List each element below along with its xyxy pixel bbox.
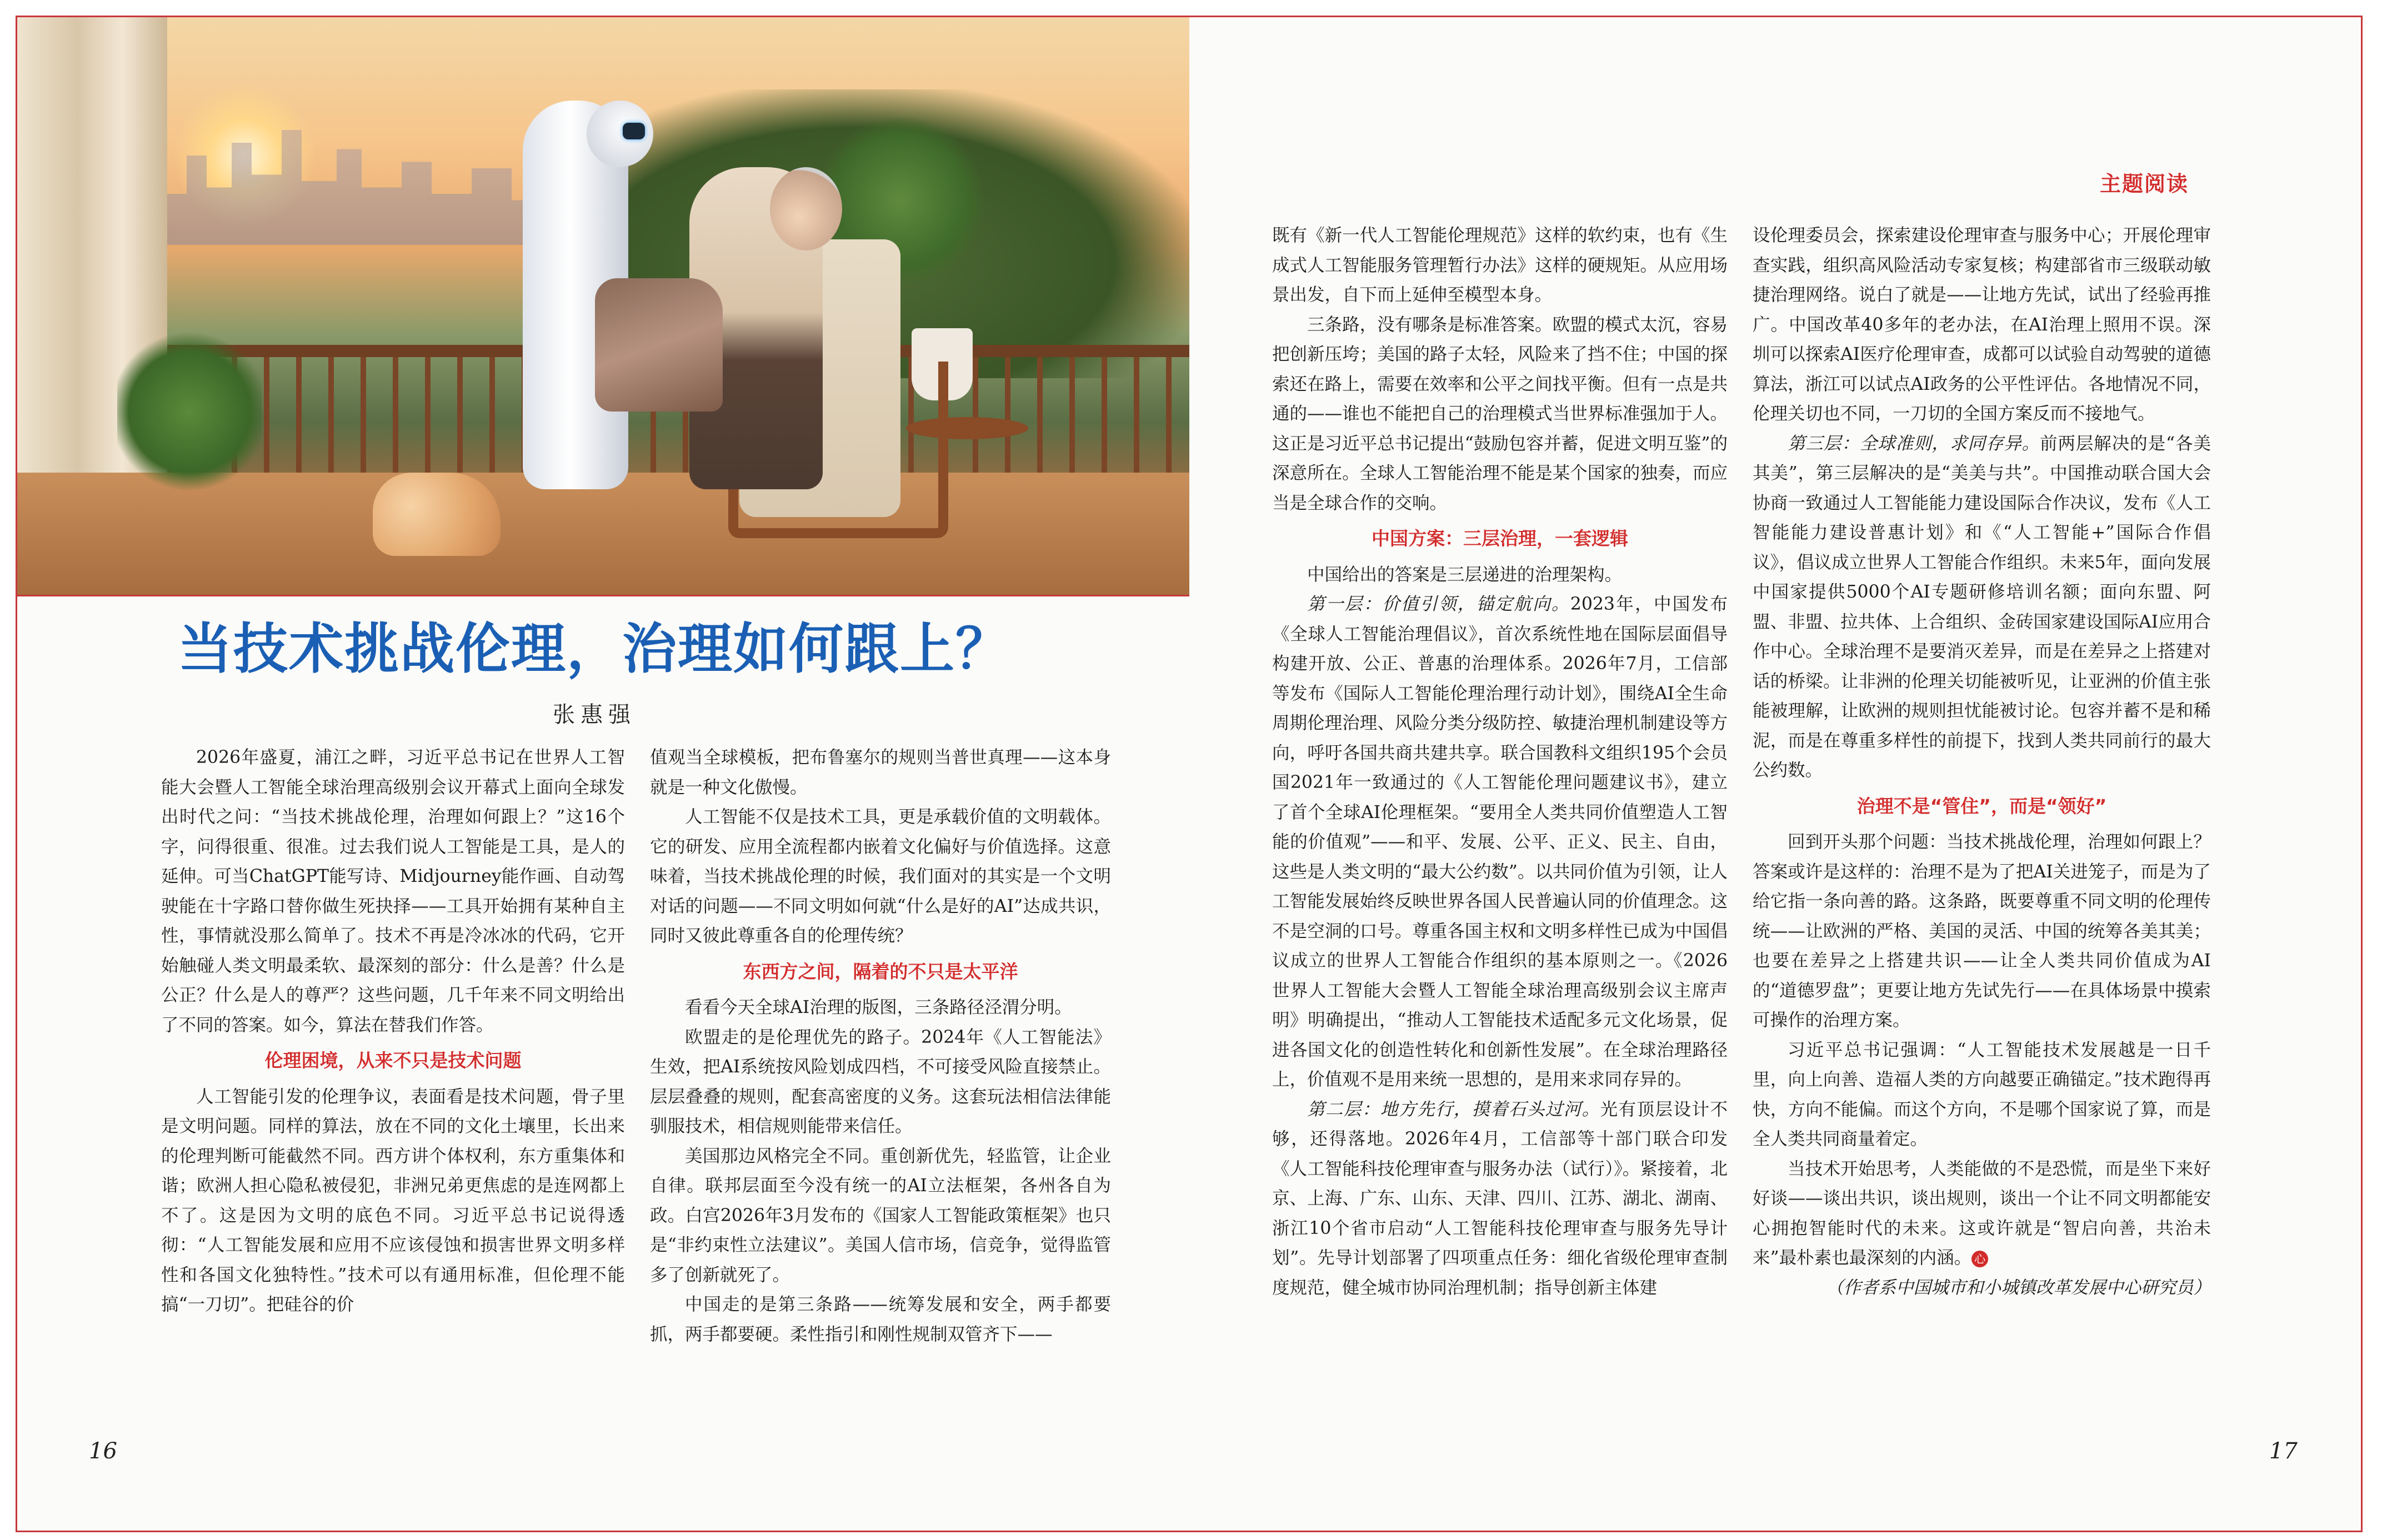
article-title: 当技术挑战伦理，治理如何跟上？ [177,618,1011,681]
blanket [595,278,723,412]
text-column-3 [1272,221,1728,1303]
section-heading: 中国方案：三层治理，一套逻辑 [1372,528,1628,549]
elderly-woman-head [770,167,842,250]
paragraph [1753,1155,2211,1273]
paragraph-lead: 第三层：全球准则，求同存异。 [1788,433,2040,454]
section-tag: 主题阅读 [2100,172,2189,196]
section-heading: 治理不是“管住”，而是“领好” [1856,795,2107,817]
paragraph: 三条路，没有哪条是标准答案。欧盟的模式太沉，容易把创新压垮；美国的路子太轻，风险来了挡不住；中国的探索还在路上，需要在效率和公平之间找平衡。但有一点是共通的——谁也不能把自己的治理模式当世界标准强加于人。这正是习近平总书记提出“鼓励包容并蓄，促进文明互鉴”的深意所在。全球人工智能治理不能是某个国家的独奏，而应当是全球合作的交响。 [1272,314,1728,513]
paragraph: 设伦理委员会，探索建设伦理审查与服务中心；开展伦理审查实践，组织高风险活动专家复核；构建部省市三级联动敏捷治理网络。说白了就是——让地方先试，试出了经验再推广。中国改革40多年的老办法，在AI治理上照用不误。深圳可以探索AI医疗伦理审查，成都可以试验自动驾驶的道德算法，浙江可以试点AI政务的公平性评估。各地情况不同，伦理关切也不同，一刀切的全国方案反而不接地气。 [1753,225,2211,424]
paragraph-body: 当技术开始思考，人类能做的不是恐慌，而是坐下来好好谈——谈出共识，谈出规则，谈出一个让不同文明都能安心拥抱智能时代的未来。这或许就是“智启向善，共治未来”最朴素也最深刻的内涵。 [1753,1158,2211,1268]
paragraph: 美国那边风格完全不同。重创新优先，轻监管，让企业自律。联邦层面至今没有统一的AI立法框架，各州各自为政。白宫2026年3月发布的《国家人工智能政策框架》也只是“非约束性立法建议”。美国人信市场，信竞争，觉得监管多了创新就死了。 [650,1146,1111,1285]
paragraph: 回到开头那个问题：当技术挑战伦理，治理如何跟上？答案或许是这样的：治理不是为了把AI关进笼子，而是为了给它指一条向善的路。这条路，既要尊重不同文明的伦理传统——让欧洲的严格、美国的灵活、中国的统筹各美其美；也要在差异之上搭建共识——让全人类共同价值成为AI的“道德罗盘”；更要让地方先试先行——在具体场景中摸索可操作的治理方案。 [1753,832,2211,1030]
paragraph-lead: 第二层：地方先行，摸着石头过河。 [1307,1099,1600,1120]
article-photo-robot-and-elderly-woman [17,17,1189,596]
paragraph-body: 光有顶层设计不够，还得落地。2026年4月，工信部等十部门联合印发《人工智能科技伦理审查与服务办法（试行）》。紧接着，北京、上海、广东、山东、天津、四川、江苏、湖北、湖南、浙江10个省市启动“人工智能科技伦理审查与服务先导计划”。先导计划部署了四项重点任务：细化省级伦理审查制度规范，健全城市协同治理机制；指导创新主体建 [1272,1099,1728,1298]
paragraph: 人工智能引发的伦理争议，表面看是技术问题，骨子里是文明问题。同样的算法，放在不同的文化土壤里，长出来的伦理判断可能截然不同。西方讲个体权利，东方重集体和谐；欧洲人担心隐私被侵犯，非洲兄弟更焦虑的是连网都上不了。这是因为文明的底色不同。习近平总书记说得透彻：“人工智能发展和应用不应该侵蚀和损害世界文明多样性和各国文化独特性。”技术可以有通用标准，但伦理不能搞“一刀切”。把硅谷的价 [161,1086,625,1315]
text-column-1 [161,743,625,1320]
paragraph: 习近平总书记强调：“人工智能技术发展越是一日千里，向上向善、造福人类的方向越要正确锚定。”技术跑得再快，方向不能偏。而这个方向，不是哪个国家说了算，而是全人类共同商量着定。 [1753,1040,2211,1149]
article-author: 张惠强 [553,702,636,728]
paragraph [1272,1095,1728,1303]
paragraph: 既有《新一代人工智能伦理规范》这样的软约束，也有《生成式人工智能服务管理暂行办法》这样的硬规矩。从应用场景出发，自下而上延伸至模型本身。 [1272,225,1728,305]
paragraph [1753,429,2211,786]
text-column-4 [1753,221,2211,1303]
section-heading: 东西方之间，隔着的不只是太平洋 [743,960,1018,982]
paragraph: 值观当全球模板，把布鲁塞尔的规则当普世真理——这本身就是一种文化傲慢。 [650,748,1111,797]
paragraph: 2026年盛夏，浦江之畔，习近平总书记在世界人工智能大会暨人工智能全球治理高级别会议开幕式上面向全球发出时代之问：“当技术挑战伦理，治理如何跟上？”这16个字，问得很重、很准。过去我们说人工智能是工具，是人的延伸。可当ChatGPT能写诗、Midjourney能作画、自动驾驶能在十字路口替你做生死抉择——工具开始拥有某种自主性，事情就没那么简单了。技术不再是冷冰冰的代码，它开始触碰人类文明最柔软、最深刻的部分：什么是善？什么是公正？什么是人的尊严？这些问题，几千年来不同文明给出了不同的答案。如今，算法在替我们作答。 [161,748,625,1035]
paragraph: 看看今天全球AI治理的版图，三条路径泾渭分明。 [685,997,1072,1017]
paragraph [1272,590,1728,1095]
paragraph: 中国走的是第三条路——统筹发展和安全，两手都要抓，两手都要硬。柔性指引和刚性规制双管齐下—— [650,1295,1111,1345]
text-column-2 [650,743,1111,1350]
paragraph-lead: 第一层：价值引领，锚定航向。 [1307,594,1570,614]
orange-cat [373,473,501,556]
potted-plant-left [117,328,262,495]
paragraph-body: 前两层解决的是“各美其美”，第三层解决的是“美美与共”。中国推动联合国大会协商一致通过人工智能能力建设国际合作决议，发布《人工智能能力建设普惠计划》和《“人工智能+”国际合作倡议》，倡议成立世界人工智能合作组织。未来5年，面向发展中国家提供5000个AI专题研修培训名额；面向东盟、阿盟、非盟、拉共体、上合组织、金砖国家建设国际AI应用合作中心。全球治理不是要消灭差异，而是在差异之上搭建对话的桥梁。让非洲的伦理关切能被听见，让亚洲的价值主张能被理解，让欧洲的规则担忧能被讨论。包容并蓄不是和稀泥，而是在尊重多样性的前提下，找到人类共同前行的最大公约数。 [1753,433,2211,780]
robot-visor [623,123,645,139]
page-number-right: 17 [2269,1438,2298,1464]
author-byline: （作者系中国城市和小城镇改革发展中心研究员） [1825,1277,2211,1298]
paragraph: 中国给出的答案是三层递进的治理架构。 [1307,564,1623,585]
section-heading: 伦理困境，从来不只是技术问题 [264,1050,522,1071]
paragraph: 欧盟走的是伦理优先的路子。2024年《人工智能法》生效，把AI系统按风险划成四档，不可接受风险直接禁止。层层叠叠的规则，配套高密度的义务。这套玩法相信法律能驯服技术，相信规则能带来信任。 [650,1027,1111,1136]
page-number-left: 16 [89,1438,117,1464]
paragraph: 人工智能不仅是技术工具，更是承载价值的文明载体。它的研发、应用全流程都内嵌着文化偏好与价值选择。这意味着，当技术挑战伦理的时候，我们面对的其实是一个文明对话的问题——不同文明如何就“什么是好的AI”达成共识，同时又彼此尊重各自的伦理传统？ [650,807,1111,946]
paragraph-body: 2023年，中国发布《全球人工智能治理倡议》，首次系统性地在国际层面倡导构建开放、公正、普惠的治理体系。2026年7月，工信部等发布《国际人工智能伦理治理行动计划》，围绕AI全生命周期伦理治理、风险分类分级防控、敏捷治理机制建设等方向，呼吁各国共商共建共享。联合国教科文组织195个会员国2021年一致通过的《人工智能伦理问题建议书》，建立了首个全球AI伦理框架。“要用全人类共同价值塑造人工智能的价值观”——和平、发展、公平、正义、民主、自由，这些是人类文明的“最大公约数”。以共同价值为引领，让人工智能发展始终反映世界各国人民普遍认同的价值理念。这不是空洞的口号。尊重各国主权和文明多样性已成为中国倡议成立的世界人工智能合作组织的基本原则之一。《2026世界人工智能大会暨人工智能全球治理高级别会议主席声明》明确提出，“推动人工智能技术适配多元文化场景，促进各国文化的创造性转化和创新性发展”。在全球治理路径上，价值观不是用来统一思想的，是用来求同存异的。 [1272,594,1728,1090]
end-mark-icon: 心 [1971,1251,1988,1267]
